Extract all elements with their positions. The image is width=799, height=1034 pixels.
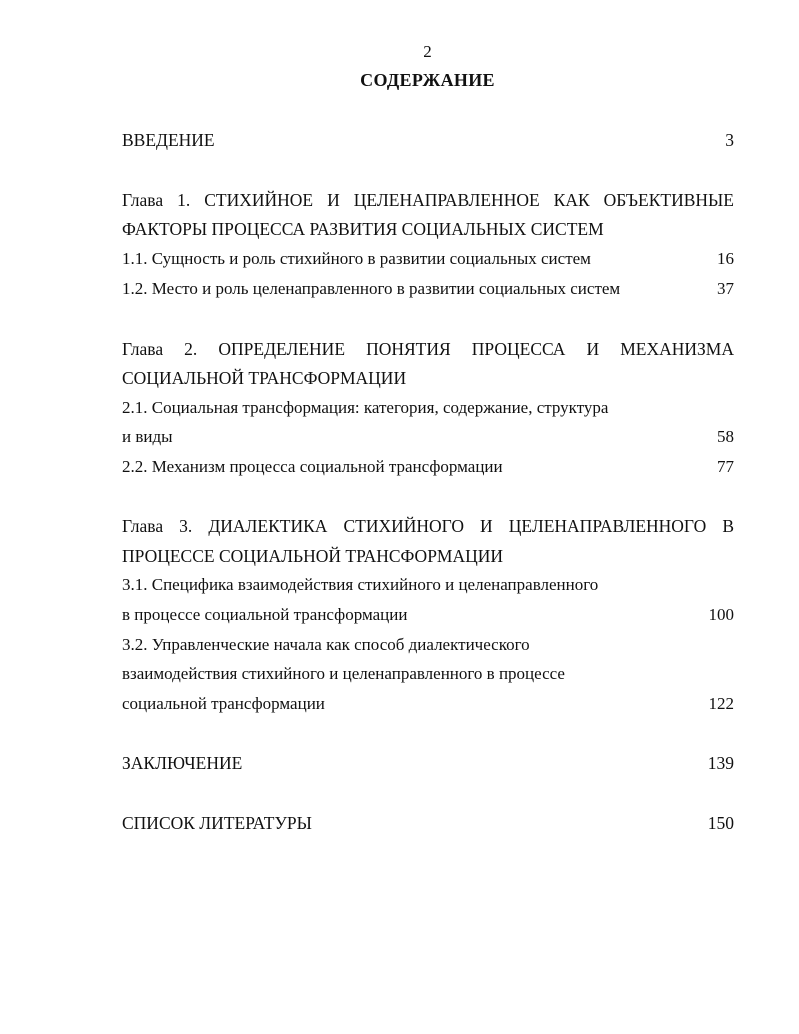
chapter-1-heading: Глава 1. СТИХИЙНОЕ И ЦЕЛЕНАПРАВЛЕННОЕ КАК ОБЪЕКТИВНЫЕ <box>122 190 734 210</box>
chapter-2-heading-cont: СОЦИАЛЬНОЙ ТРАНСФОРМАЦИИ <box>122 368 407 388</box>
toc-entry-label: и виды <box>122 427 173 446</box>
toc-entry-page: 37 <box>717 279 734 298</box>
toc-entry-2-1 <box>122 397 734 419</box>
toc-entry-page: 122 <box>708 694 734 713</box>
toc-entry-page: 100 <box>708 605 734 624</box>
toc-entry-label: 2.1. Социальная трансформация: категория, содержание, структура <box>122 398 609 417</box>
toc-entry-1-2 <box>122 278 734 300</box>
toc-entry-page: 139 <box>707 753 734 773</box>
toc-entry-1-1 <box>122 248 734 270</box>
toc-entry-2-2 <box>122 456 734 478</box>
toc-entry-label: в процессе социальной трансформации <box>122 605 408 624</box>
toc-entry-3-2 <box>122 634 734 656</box>
toc-entry-page: 77 <box>717 457 734 476</box>
toc-entry-conclusion <box>122 752 734 774</box>
toc-entry-label: 3.1. Специфика взаимодействия стихийного и целенаправленного <box>122 575 599 594</box>
toc-entry-label: 2.2. Механизм процесса социальной трансформации <box>122 457 503 476</box>
chapter-3-heading-cont: ПРОЦЕССЕ СОЦИАЛЬНОЙ ТРАНСФОРМАЦИИ <box>122 546 504 566</box>
toc-entry-label: 1.1. Сущность и роль стихийного в развитии социальных систем <box>122 249 591 268</box>
chapter-3-heading: Глава 3. ДИАЛЕКТИКА СТИХИЙНОГО И ЦЕЛЕНАПРАВЛЕННОГО В <box>122 516 734 536</box>
chapter-2-heading: Глава 2. ОПРЕДЕЛЕНИЕ ПОНЯТИЯ ПРОЦЕССА И МЕХАНИЗМА <box>122 339 734 359</box>
page-title: СОДЕРЖАНИЕ <box>360 70 495 90</box>
toc-entry-page: 150 <box>707 813 734 833</box>
chapter-1-heading-cont: ФАКТОРЫ ПРОЦЕССА РАЗВИТИЯ СОЦИАЛЬНЫХ СИСТЕМ <box>122 219 604 239</box>
toc-entry-page: 3 <box>725 130 734 150</box>
page-number: 2 <box>423 42 432 61</box>
toc-entry-intro <box>122 129 734 151</box>
toc-entry-page: 16 <box>717 249 734 268</box>
toc-entry-label: социальной трансформации <box>122 694 325 713</box>
toc-entry-label: 3.2. Управленческие начала как способ диалектического <box>122 635 530 654</box>
toc-entry-3-2-cont2 <box>122 693 734 715</box>
toc-entry-label: ВВЕДЕНИЕ <box>122 130 215 150</box>
toc-entry-2-1-cont <box>122 426 734 448</box>
toc-entry-label: СПИСОК ЛИТЕРАТУРЫ <box>122 813 312 833</box>
toc-entry-label: ЗАКЛЮЧЕНИЕ <box>122 753 243 773</box>
toc-entry-label: взаимодействия стихийного и целенаправленного в процессе <box>122 664 565 683</box>
toc-entry-references <box>122 812 734 834</box>
toc-entry-3-2-cont <box>122 663 734 685</box>
toc-entry-page: 58 <box>717 427 734 446</box>
toc-entry-3-1-cont <box>122 604 734 626</box>
toc-entry-3-1 <box>122 574 734 596</box>
toc-entry-label: 1.2. Место и роль целенаправленного в развитии социальных систем <box>122 279 621 298</box>
